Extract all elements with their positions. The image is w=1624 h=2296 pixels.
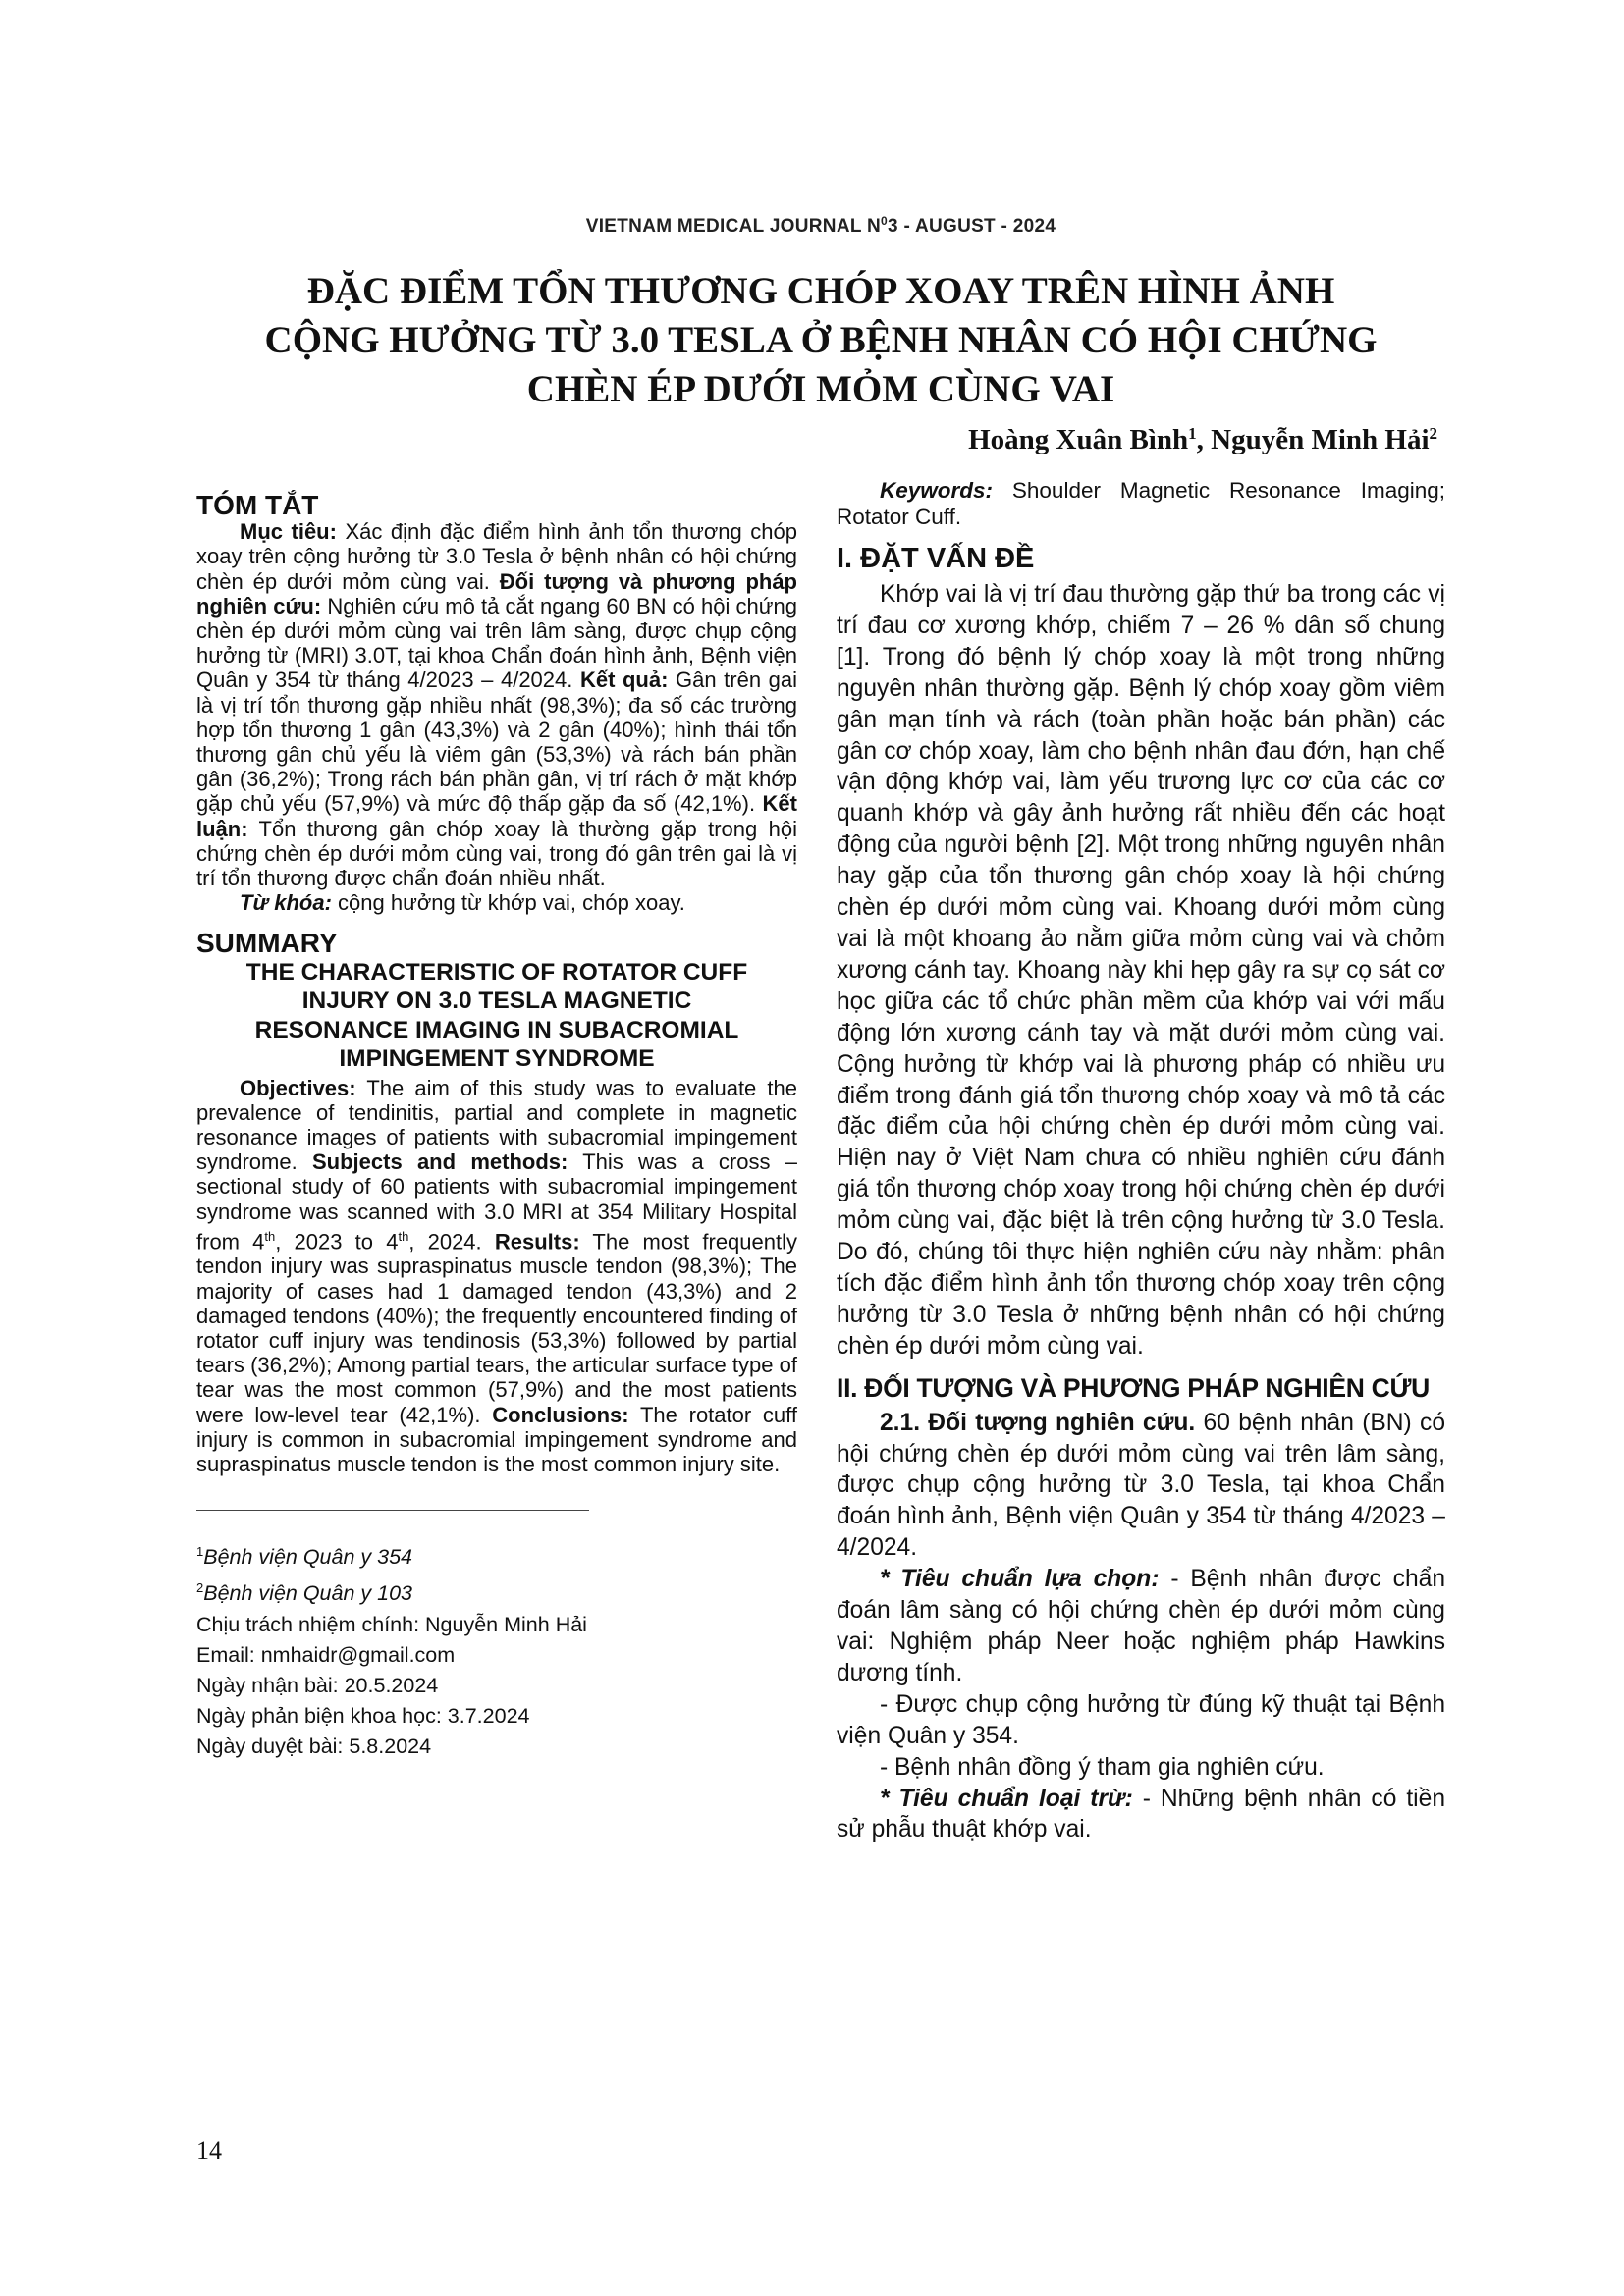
inclusion-criteria xyxy=(837,1564,1445,1689)
journal-name: VIETNAM MEDICAL JOURNAL N xyxy=(585,216,882,237)
methods-text-1: This was a cross – sectional study of 60 patients with subacromial impingement syndrome was scanned with 3.0 MRI at 354 Military Hospital from 4 xyxy=(196,1149,797,1255)
footnote-affil-2 xyxy=(196,1573,797,1609)
methods-label: Đối tượng và phương pháp nghiên cứu: xyxy=(196,568,797,618)
footnote-2-text: Bệnh viện Quân y 103 xyxy=(203,1581,412,1606)
author-1: Hoàng Xuân Bình xyxy=(968,424,1189,455)
footnote-2-sup: 2 xyxy=(196,1580,204,1596)
exclusion-text: - Những bệnh nhân có tiền sử phẫu thuật khớp vai. xyxy=(837,1785,1445,1843)
keywords-vi xyxy=(196,890,797,915)
article-title xyxy=(196,267,1445,414)
section-2-1-text: 60 bệnh nhân (BN) có hội chứng chèn ép dưới mỏm cùng vai trên lâm sàng, được chụp cộng hưởng từ 3.0 Tesla, tại khoa Chẩn đoán hình ảnh, Bệnh viện Quân y 354 từ tháng 4/2023 – 4/2024. xyxy=(837,1409,1445,1562)
footnote-responsible: Chịu trách nhiệm chính: Nguyễn Minh Hải xyxy=(196,1612,587,1636)
sup-th-1: th xyxy=(264,1228,276,1244)
conclusions-en-label: Conclusions: xyxy=(492,1402,629,1427)
footnote-received: Ngày nhận bài: 20.5.2024 xyxy=(196,1673,439,1697)
summary-title xyxy=(196,958,797,1074)
author-2: Nguyễn Minh Hải xyxy=(1211,424,1430,455)
section-1-paragraph: Khớp vai là vị trí đau thường gặp thứ ba trong các vị trí đau cơ xương khớp, chiếm 7 – 26 % dân số chung [1]. Trong đó bệnh lý chóp xoay là một trong những nguyên nhân thường gặp. Bệnh lý chóp xoay gồm viêm gân mạn tính và rách (toàn phần hoặc bán phần) các gân cơ chóp xoay, làm cho bệnh nhân đau đớn, hạn chế vận động khớp vai, làm yếu trương lực cơ của các cơ quanh khớp và gây ảnh hưởng rất nhiều đến các hoạt động của người bệnh [2]. Một trong những nguyên nhân hay gặp của tổn thương gân chóp xoay là hội chứng chèn ép dưới mỏm cùng vai. Khoang dưới mỏm cùng vai là một khoang ảo nằm giữa mỏm cùng vai và chỏm xương cánh tay. Khoang này khi hẹp gây ra sự cọ sát cơ học giữa các tổ chức phần mềm của khớp vai với mấu động lớn xương cánh tay và mặt dưới mỏm cùng vai. Cộng hưởng từ khớp vai là phương pháp có nhiều ưu điểm trong đánh giá tổn thương chóp xoay và mô tả các đặc điểm của hội chứng chèn ép dưới mỏm cùng vai. Hiện nay ở Việt Nam chưa có nhiều nghiên cứu đánh giá tổn thương chóp xoay trong hội chứng chèn ép dưới mỏm cùng vai, đặc biệt là trên cộng hưởng từ 3.0 Tesla. Do đó, chúng tôi thực hiện nghiên cứu này nhằm: phân tích đặc điểm hình ảnh tổn thương chóp xoay trên cộng hưởng từ 3.0 Tesla ở những bệnh nhân có hội chứng chèn ép dưới mỏm cùng vai. xyxy=(837,581,1445,1360)
author-2-affil: 2 xyxy=(1429,424,1437,443)
sup-th-2: th xyxy=(398,1228,409,1244)
author-separator: , xyxy=(1196,424,1212,455)
results-text: Gân trên gai là vị trí tổn thương gặp nhiều nhất (98,3%); đa số các trường hợp tổn thương 1 gân (43,3%) và 2 gân (40%); hình thái tổn thương gân chủ yếu là viêm gân (53,3%) và rách bán phần gân (36,2%); Trong rách bán phần gân, vị trí rách ở mặt khớp gặp chủ yếu (57,9%) và mức độ thấp gặp đa số (42,1%). xyxy=(196,667,798,817)
keywords-en-text: Shoulder Magnetic Resonance Imaging; Rotator Cuff. xyxy=(837,478,1445,529)
conclusion-label: Kết luận: xyxy=(196,791,797,841)
inclusion-text: - Bệnh nhân được chẩn đoán lâm sàng có hội chứng chèn ép dưới mỏm cùng vai: Nghiệm pháp Neer hoặc nghiệm pháp Hawkins dương tính. xyxy=(837,1566,1445,1686)
title-line-2: CỘNG HƯỞNG TỪ 3.0 TESLA Ở BỆNH NHÂN CÓ HỘI CHỨNG xyxy=(264,319,1378,361)
results-label: Kết quả: xyxy=(579,667,669,693)
journal-issue: 3 - AUGUST - 2024 xyxy=(888,216,1056,237)
keywords-vi-text: cộng hưởng từ khớp vai, chóp xoay. xyxy=(331,890,685,916)
title-line-3: CHÈN ÉP DƯỚI MỎM CÙNG VAI xyxy=(526,368,1115,410)
left-column xyxy=(196,485,797,1762)
keywords-en xyxy=(837,477,1445,530)
footnote-accepted: Ngày duyệt bài: 5.8.2024 xyxy=(196,1734,432,1758)
footnote-affil-1 xyxy=(196,1536,797,1573)
footnotes xyxy=(196,1536,797,1761)
abstract-vi-body xyxy=(196,519,797,890)
inclusion-item-2: - Được chụp cộng hưởng từ đúng kỹ thuật tại Bệnh viện Quân y 354. xyxy=(837,1690,1445,1749)
methods-text-3: , 2024. xyxy=(408,1229,495,1255)
right-column xyxy=(837,477,1445,1845)
section-2-heading: II. ĐỐI TƯỢNG VÀ PHƯƠNG PHÁP NGHIÊN CỨU xyxy=(837,1372,1430,1403)
keywords-en-label: Keywords: xyxy=(880,478,994,503)
summary-heading: SUMMARY xyxy=(196,928,338,959)
footnote-rule xyxy=(196,1510,589,1511)
section-2-1-paragraph xyxy=(837,1408,1445,1565)
conclusion-text: Tổn thương gân chóp xoay là thường gặp trong hội chứng chèn ép dưới mỏm cùng vai, trong đó gân trên gai là vị trí tổn thương được chẩn đoán nhiều nhất. xyxy=(196,816,797,891)
footnote-reviewed: Ngày phản biện khoa học: 3.7.2024 xyxy=(196,1703,530,1728)
inclusion-label: * Tiêu chuẩn lựa chọn: xyxy=(880,1566,1160,1593)
inclusion-item-3: - Bệnh nhân đồng ý tham gia nghiên cứu. xyxy=(880,1753,1325,1781)
conclusions-en-text: The rotator cuff injury is common in subacromial impingement syndrome and supraspinatus muscle tendon is the most common injury site. xyxy=(196,1402,797,1477)
summary-title-line-4: IMPINGEMENT SYNDROME xyxy=(339,1045,655,1073)
exclusion-label: * Tiêu chuẩn loại trừ: xyxy=(880,1785,1133,1812)
authors xyxy=(968,424,1437,456)
results-en-label: Results: xyxy=(494,1229,580,1255)
summary-body xyxy=(196,1076,797,1477)
title-line-1: ĐẶC ĐIỂM TỔN THƯƠNG CHÓP XOAY TRÊN HÌNH ẢNH xyxy=(306,270,1335,312)
objective-label: Mục tiêu: xyxy=(240,519,337,545)
author-1-affil: 1 xyxy=(1188,424,1197,443)
methods-text-2: , 2023 to 4 xyxy=(275,1229,399,1255)
footnote-1-sup: 1 xyxy=(196,1544,204,1560)
abstract-vi-heading: TÓM TẮT xyxy=(196,490,319,520)
keywords-vi-label: Từ khóa: xyxy=(240,890,332,916)
summary-title-line-1: THE CHARACTERISTIC OF ROTATOR CUFF xyxy=(245,958,748,986)
page-number: 14 xyxy=(196,2136,222,2164)
results-en-text: The most frequently tendon injury was supraspinatus muscle tendon (98,3%); The majority of cases had 1 damaged tendon (43,3%) and 2 damaged tendons (40%); the frequently encountered finding of rotator cuff injury was tendinosis (53,3%) followed by partial tears (36,2%); Among partial tears, the articular surface type of tear was the most common (57,9%) and the most patients were low-level tear (42,1%). xyxy=(196,1229,797,1427)
summary-title-line-2: INJURY ON 3.0 TESLA MAGNETIC xyxy=(301,988,692,1015)
footnote-email: Email: nmhaidr@gmail.com xyxy=(196,1642,456,1667)
subjects-methods-label: Subjects and methods: xyxy=(311,1149,568,1175)
methods-text: Nghiên cứu mô tả cắt ngang 60 BN có hội chứng chèn ép dưới mỏm cùng vai trên lâm sàng, được chụp cộng hưởng từ (MRI) 3.0T, tại khoa Chẩn đoán hình ảnh, Bệnh viện Quân y 354 từ tháng 4/2023 – 4/2024. xyxy=(196,593,797,693)
exclusion-criteria xyxy=(837,1784,1445,1846)
objectives-text: The aim of this study was to evaluate the prevalence of tendinitis, partial and complete in magnetic resonance images of patients with subacromial impingement syndrome. xyxy=(196,1075,797,1175)
footnote-1-text: Bệnh viện Quân y 354 xyxy=(203,1545,412,1570)
summary-title-line-3: RESONANCE IMAGING IN SUBACROMIAL xyxy=(254,1016,739,1043)
journal-no-sup: 0 xyxy=(881,214,888,228)
objective-text: Xác định đặc điểm hình ảnh tổn thương chóp xoay trên cộng hưởng từ 3.0 Tesla ở bệnh nhân có hội chứng chèn ép dưới mỏm cùng vai. xyxy=(196,519,797,594)
section-1-heading: I. ĐẶT VẤN ĐỀ xyxy=(837,543,1035,574)
running-header xyxy=(196,214,1445,238)
objectives-label: Objectives: xyxy=(240,1075,356,1100)
section-2-1-label: 2.1. Đối tượng nghiên cứu. xyxy=(880,1409,1196,1436)
